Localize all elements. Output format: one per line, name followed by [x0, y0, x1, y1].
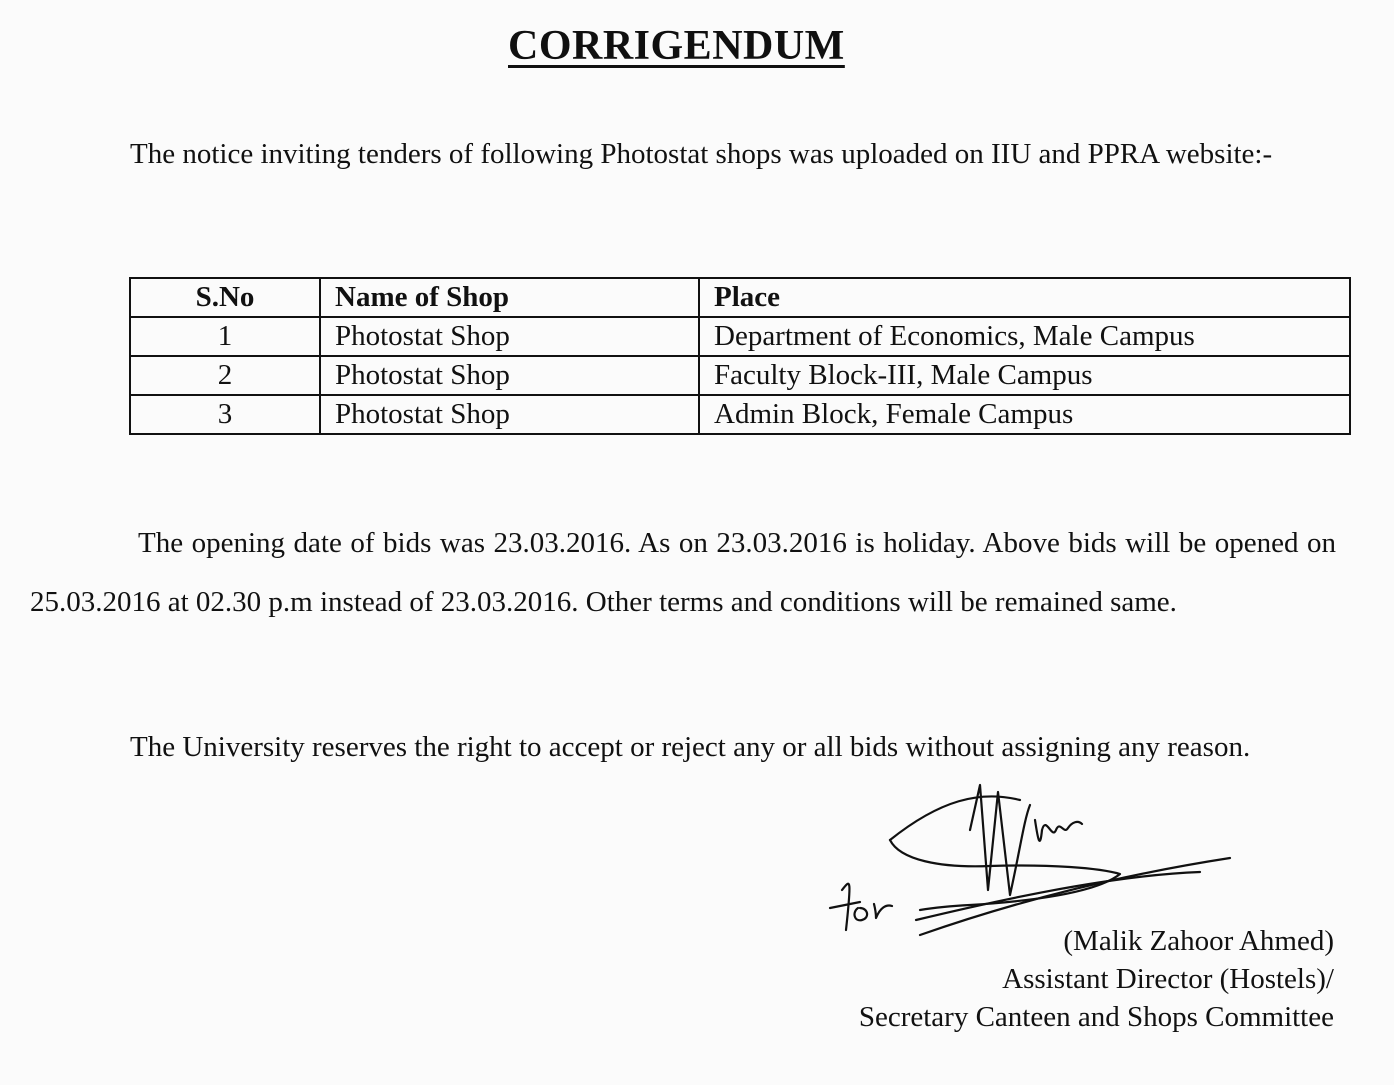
- column-header-sno: S.No: [130, 278, 320, 317]
- cell-place: Department of Economics, Male Campus: [699, 317, 1350, 356]
- cell-place: Faculty Block-III, Male Campus: [699, 356, 1350, 395]
- cell-place: Admin Block, Female Campus: [699, 395, 1350, 434]
- shops-table: [129, 277, 1351, 435]
- cell-shop-name: Photostat Shop: [320, 317, 699, 356]
- cell-shop-name: Photostat Shop: [320, 356, 699, 395]
- cell-sno: 2: [130, 356, 320, 395]
- cell-sno: 1: [130, 317, 320, 356]
- signatory-committee: Secretary Canteen and Shops Committee: [858, 1001, 1334, 1033]
- signatory-designation: Assistant Director (Hostels)/: [1002, 963, 1334, 995]
- signatory-name: (Malik Zahoor Ahmed): [1063, 925, 1334, 957]
- column-header-place: Place: [699, 278, 1350, 317]
- cell-sno: 3: [130, 395, 320, 434]
- bid-date-paragraph: The opening date of bids was 23.03.2016. As on 23.03.2016 is holiday. Above bids will be opened on 25.03.2016 at 02.30 p.m instead of 23.03.2016. Other terms and conditions will be remained same.: [30, 527, 1336, 618]
- table-header-row: [130, 278, 1350, 317]
- intro-paragraph: The notice inviting tenders of following Photostat shops was uploaded on IIU and PPRA website:-: [130, 138, 1273, 170]
- document-title: CORRIGENDUM: [508, 23, 845, 69]
- table-row: [130, 317, 1350, 356]
- table-row: [130, 395, 1350, 434]
- cell-shop-name: Photostat Shop: [320, 395, 699, 434]
- table-row: [130, 356, 1350, 395]
- reservation-paragraph: The University reserves the right to accept or reject any or all bids without assigning any reason.: [130, 731, 1251, 763]
- column-header-name: Name of Shop: [320, 278, 699, 317]
